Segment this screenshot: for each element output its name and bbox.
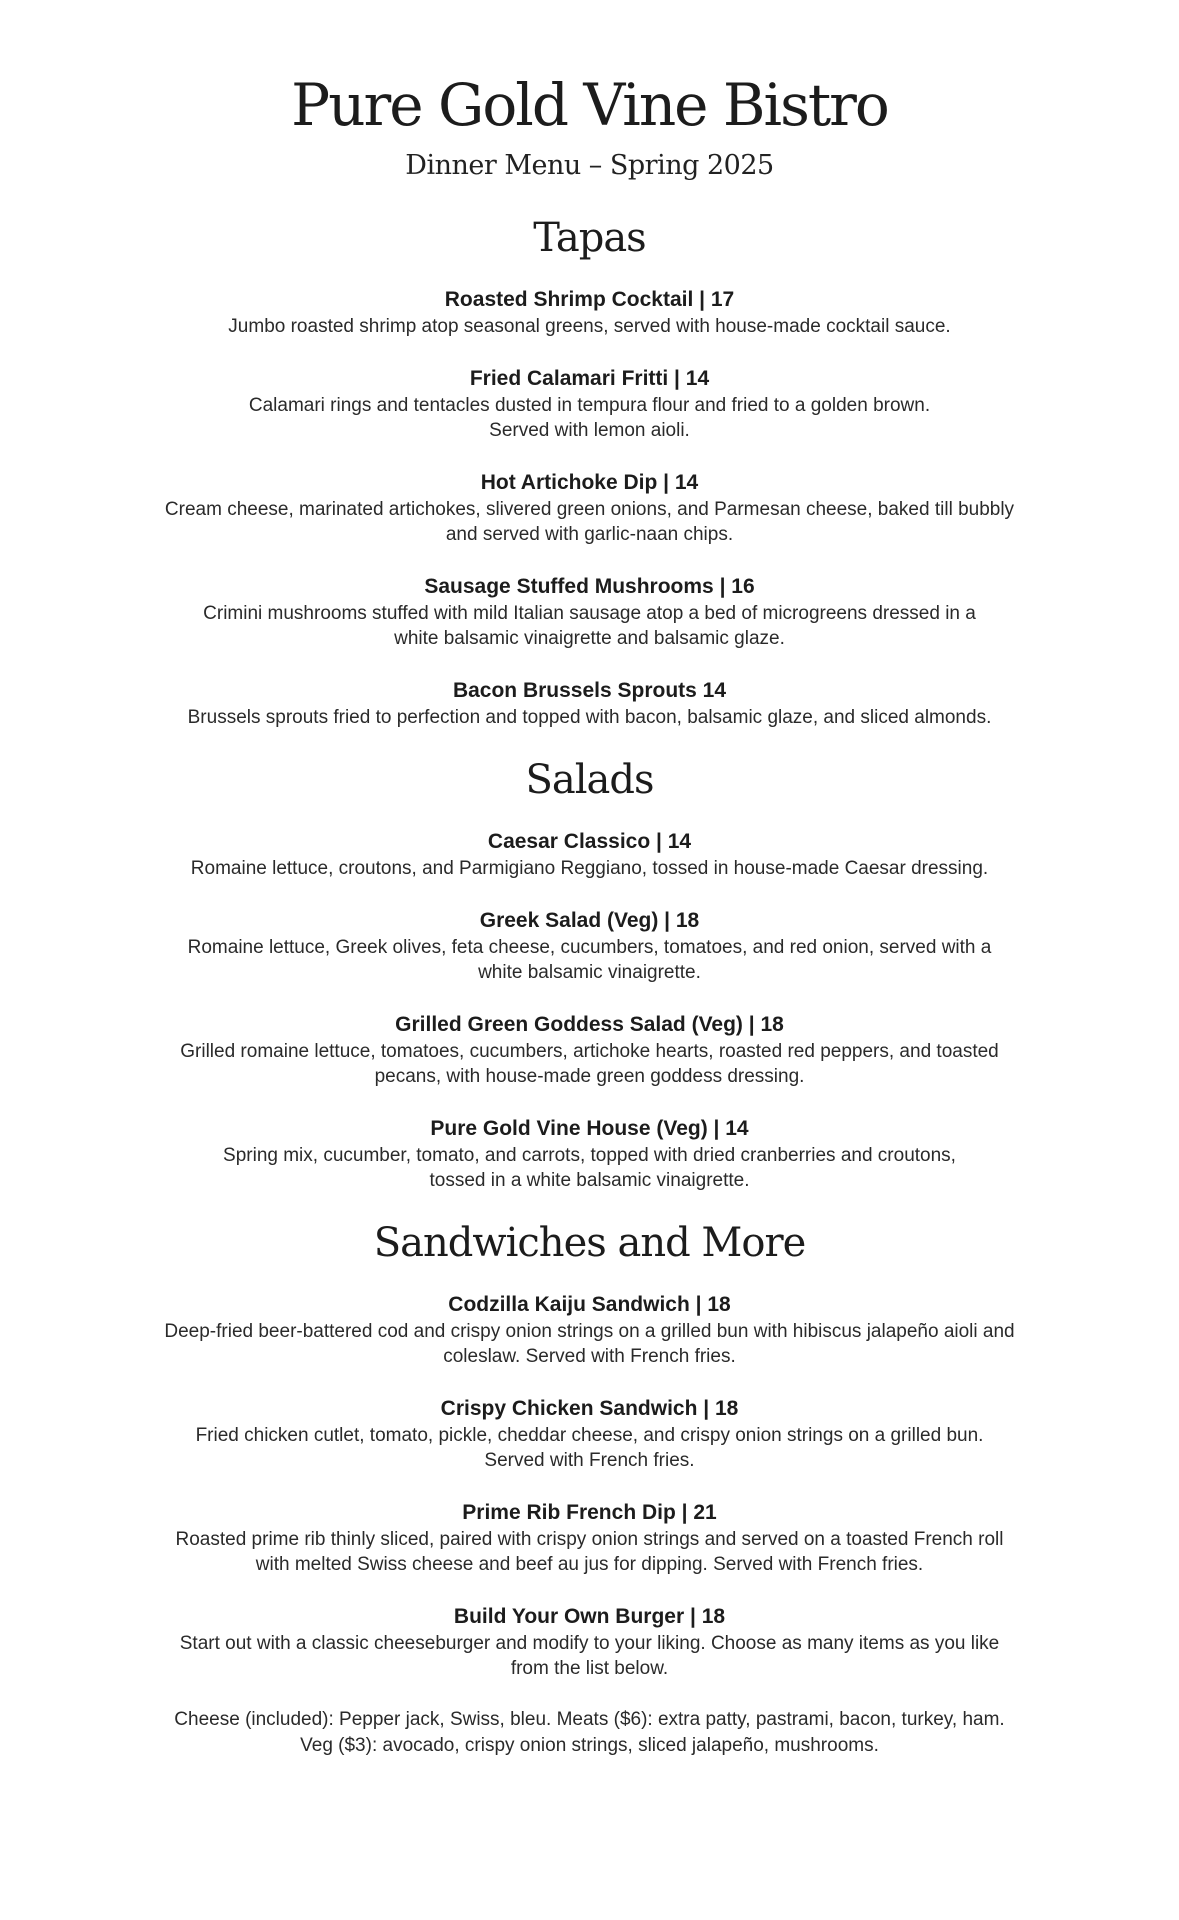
menu-item-roasted-shrimp (0, 286, 1179, 339)
menu-item-hot-artichoke-dip (0, 469, 1179, 547)
item-description: Deep-fried beer-battered cod and crispy onion strings on a grilled bun with hibiscus jalapeño aioli and coleslaw. Served with French fries. (164, 1321, 1015, 1367)
item-name: Sausage Stuffed Mushrooms | 16 (424, 575, 755, 598)
item-description: Jumbo roasted shrimp atop seasonal greens, served with house-made cocktail sauce. (228, 316, 951, 337)
menu-item-fried-calamari (0, 365, 1179, 443)
item-description: Spring mix, cucumber, tomato, and carrots, topped with dried cranberries and croutons, tossed in a white balsamic vinaigrette. (223, 1145, 956, 1191)
restaurant-title: Pure Gold Vine Bistro (291, 71, 888, 139)
burger-options-line: Veg ($3): avocado, crispy onion strings, sliced jalapeño, mushrooms. (300, 1735, 879, 1756)
section-title-sandwiches: Sandwiches and More (373, 1220, 806, 1266)
item-description: Roasted prime rib thinly sliced, paired with crispy onion strings and served on a toasted French roll with melted Swiss cheese and beef au jus for dipping. Served with French fries. (175, 1529, 1004, 1575)
item-name: Fried Calamari Fritti | 14 (469, 367, 710, 390)
item-description: Brussels sprouts fried to perfection and topped with bacon, balsamic glaze, and sliced almonds. (187, 707, 992, 728)
item-name: Hot Artichoke Dip | 14 (480, 471, 699, 494)
menu-item-sausage-mushrooms (0, 573, 1179, 651)
item-name: Pure Gold Vine House (Veg) | 14 (430, 1117, 749, 1140)
item-description: Start out with a classic cheeseburger and modify to your liking. Choose as many items as you like from the list below. (179, 1633, 1000, 1679)
menu-item-bacon-brussels-sprouts (0, 677, 1179, 730)
burger-options-line: Cheese (included): Pepper jack, Swiss, bleu. Meats ($6): extra patty, pastrami, bacon, turkey, ham. (174, 1709, 1005, 1730)
item-description: Calamari rings and tentacles dusted in tempura flour and fried to a golden brown. Served with lemon aioli. (248, 395, 931, 441)
item-description: Grilled romaine lettuce, tomatoes, cucumbers, artichoke hearts, roasted red peppers, and toasted pecans, with house-made green goddess dressing. (180, 1041, 999, 1087)
menu-item-green-goddess-salad (0, 1011, 1179, 1089)
menu-item-codzilla-sandwich (0, 1291, 1179, 1369)
item-description: Fried chicken cutlet, tomato, pickle, cheddar cheese, and crispy onion strings on a grilled bun. Served with French fries. (195, 1425, 984, 1471)
item-name: Caesar Classico | 14 (487, 830, 692, 853)
item-name: Prime Rib French Dip | 21 (462, 1501, 717, 1524)
item-name: Build Your Own Burger | 18 (453, 1605, 726, 1628)
menu-item-prime-rib-french-dip (0, 1499, 1179, 1577)
menu-item-house-salad (0, 1115, 1179, 1193)
item-name: Roasted Shrimp Cocktail | 17 (444, 288, 735, 311)
menu-item-greek-salad (0, 907, 1179, 985)
item-name: Bacon Brussels Sprouts 14 (452, 679, 727, 702)
item-description: Crimini mushrooms stuffed with mild Italian sausage atop a bed of microgreens dressed in a white balsamic vinaigrette and balsamic glaze. (203, 603, 976, 649)
menu-item-caesar-classico (0, 828, 1179, 881)
item-name: Greek Salad (Veg) | 18 (479, 909, 700, 932)
menu-item-build-your-own-burger (0, 1603, 1179, 1681)
item-description: Cream cheese, marinated artichokes, slivered green onions, and Parmesan cheese, baked till bubbly and served with garlic-naan chips. (164, 499, 1015, 545)
burger-options (100, 1707, 1080, 1759)
section-title-salads: Salads (525, 757, 654, 803)
item-name: Crispy Chicken Sandwich | 18 (440, 1397, 739, 1420)
menu-item-crispy-chicken-sandwich (0, 1395, 1179, 1473)
item-name: Grilled Green Goddess Salad (Veg) | 18 (395, 1013, 784, 1036)
section-title-tapas: Tapas (533, 215, 646, 261)
item-description: Romaine lettuce, croutons, and Parmigiano Reggiano, tossed in house-made Caesar dressing. (190, 858, 989, 879)
item-description: Romaine lettuce, Greek olives, feta cheese, cucumbers, tomatoes, and red onion, served with a white balsamic vinaigrette. (187, 937, 992, 983)
menu-subtitle: Dinner Menu – Spring 2025 (405, 150, 774, 181)
item-name: Codzilla Kaiju Sandwich | 18 (448, 1293, 731, 1316)
